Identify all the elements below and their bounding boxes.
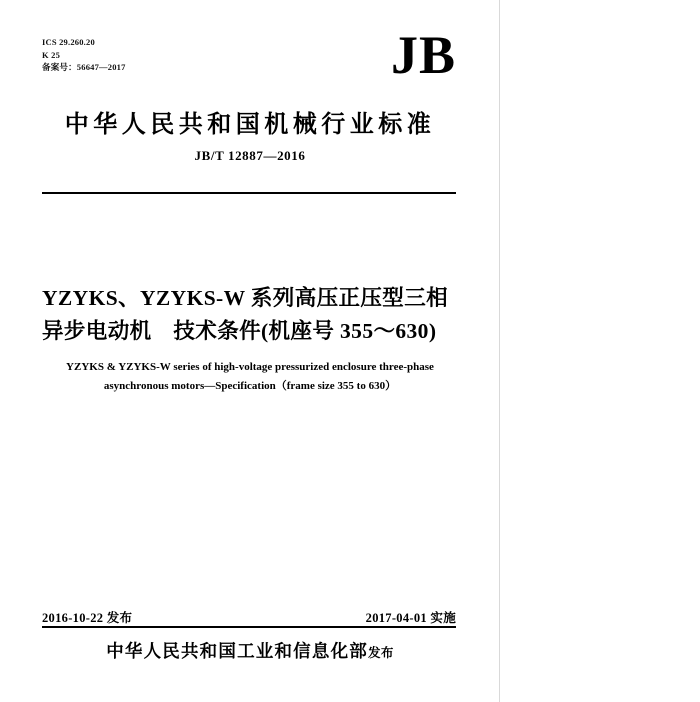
page-edge-line (499, 0, 500, 702)
header-divider (42, 192, 456, 194)
standard-number: JB/T 12887—2016 (194, 148, 306, 163)
title-en-line-1: YZYKS & YZYKS-W series of high-voltage pressurized enclosure three-phase (66, 361, 434, 373)
document-title-cn (42, 282, 458, 348)
title-en-line-2: asynchronous motors—Specification（frame size 355 to 630） (103, 380, 397, 392)
ics-code: ICS 29.260.20 (42, 37, 95, 47)
jb-logo: JB (390, 25, 456, 85)
record-number: 备案号：56647—2017 (42, 62, 126, 72)
title-cn-line-2: 异步电动机 技术条件(机座号 355～630) (42, 319, 437, 343)
document-title-en (42, 358, 458, 396)
effective-date: 2017-04-01 实施 (365, 611, 456, 625)
footer-divider (42, 626, 456, 628)
ccs-code: K 25 (42, 49, 61, 60)
publisher-name: 中华人民共和国工业和信息化部 (106, 641, 368, 661)
page-outside-area (500, 0, 700, 702)
publisher-issue-word: 发布 (368, 646, 394, 660)
issue-date: 2016-10-22 发布 (42, 611, 133, 625)
ics-classification-block (42, 36, 126, 74)
standard-series-title: 中华人民共和国机械行业标准 (64, 112, 436, 138)
date-row (42, 608, 456, 626)
publisher-line (0, 638, 500, 663)
title-cn-line-1: YZYKS、YZYKS-W 系列高压正压型三相 (42, 286, 448, 310)
